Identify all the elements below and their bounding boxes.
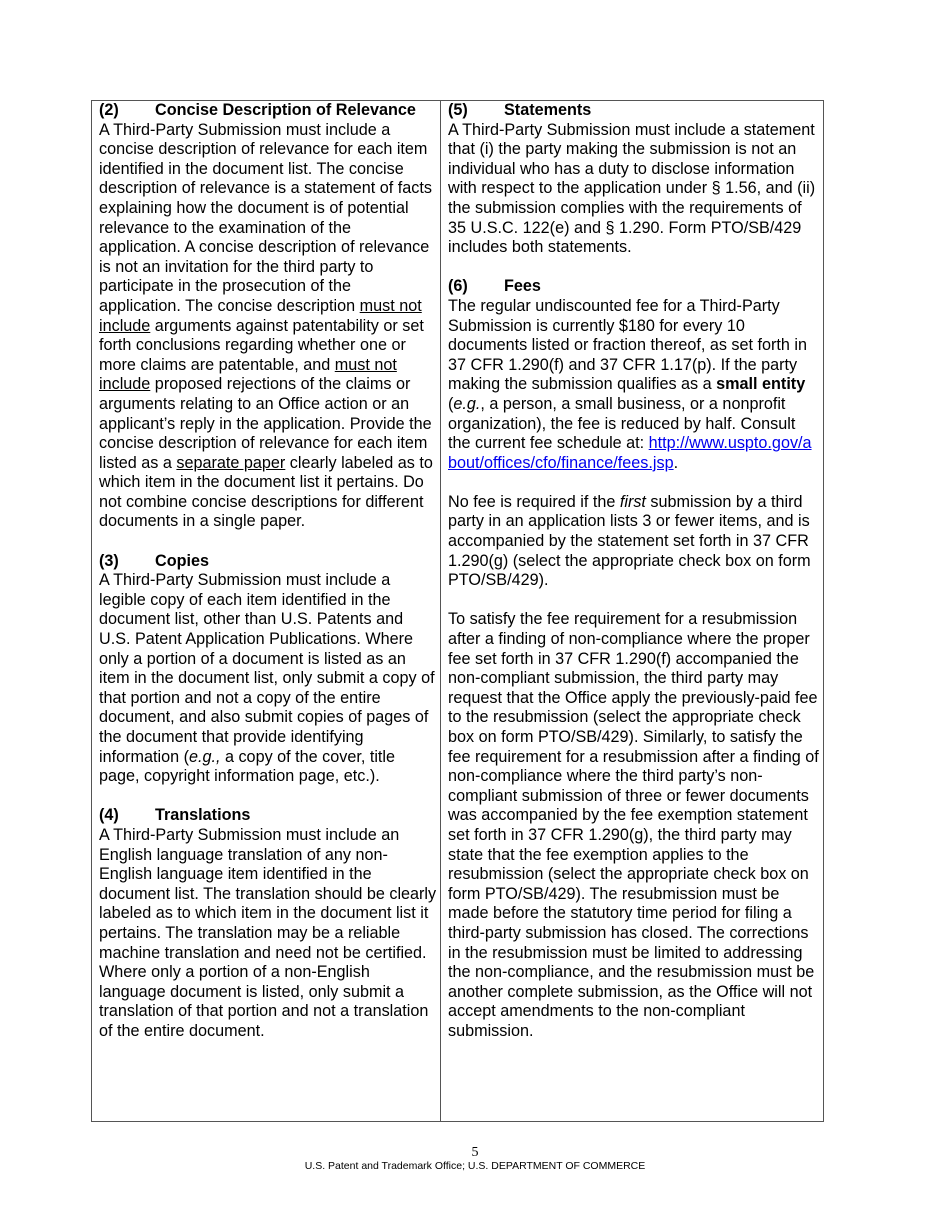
- section-heading: (4) Translations: [99, 806, 251, 825]
- emphasis-underline: separate paper: [176, 453, 286, 472]
- section-body: A Third-Party Submission must include a statement that (i) the party making the submission is not an individual who has a duty to disclose information with respect to the application under § 1.56, and (ii) the submission complies with the requirements of 35 U.S.C. 122(e) and § 1.290. Form PTO/SB/429 includes both statements.: [448, 120, 816, 257]
- section-body: The regular undiscounted fee for a Third-Party Submission is currently $180 for every 10 documents listed or fraction thereof, as set forth in 37 CFR 1.290(f) and 37 CFR 1.17(p). If the party making the submission qualifies as a small entity (e.g., a person, a small business, or a nonprofit organization), the fee is reduced by half. Consult the current fee schedule at: http://www.uspto.gov/about/offices/cfo/finance/fees.jsp.: [448, 296, 812, 472]
- section-body: A Third-Party Submission must include a concise description of relevance for each item identified in the document list. The concise description of relevance is a statement of facts explaining how the document is of potential relevance to the examination of the application. A concise description of relevance is not an invitation for the third party to participate in the prosecution of the application. The concise description must not include arguments against patentability or set forth conclusions regarding whether one or more claims are patentable, and must not include proposed rejections of the claims or arguments relating to an Office action or an applicant’s reply in the application. Provide the concise description of relevance for each item listed as a separate paper clearly labeled as to which item in the document list it pertains. Do not combine concise descriptions for different documents in a single paper.: [99, 120, 433, 531]
- fee-schedule-link[interactable]: http://www.uspto.gov/about/offices/cfo/finance/fees.jsp: [448, 434, 812, 472]
- section-heading: (2) Concise Description of Relevance: [99, 101, 416, 119]
- two-column-table: [91, 100, 824, 1122]
- section-body: A Third-Party Submission must include a legible copy of each item identified in the document list, other than U.S. Patents and U.S. Patent Application Publications. Where only a portion of a document is listed as an item in the document list, only submit a copy of that portion and not a copy of the entire document, and also submit copies of pages of the document that provide identifying information (e.g., a copy of the cover, title page, copyright information page, etc.).: [99, 571, 435, 786]
- section-statements: [448, 101, 820, 258]
- section-body: A Third-Party Submission must include an English language translation of any non-English language item identified in the document list. The translation should be clearly labeled as to which item in the document list it pertains. The translation may be a reliable machine translation and need not be certified. Where only a portion of a non-English language document is listed, only submit a translation of that portion and not a translation of the entire document.: [99, 825, 437, 1040]
- section-fees: [448, 277, 820, 1041]
- emphasis-underline: must not include: [99, 355, 397, 394]
- section-heading: (6) Fees: [448, 277, 541, 296]
- right-column: [448, 101, 820, 1042]
- page-footer: U.S. Patent and Trademark Office; U.S. DEPARTMENT OF COMMERCE: [304, 1160, 646, 1172]
- emphasis-underline: must not include: [99, 296, 422, 335]
- column-divider: [440, 101, 441, 1121]
- section-heading: (3) Copies: [99, 551, 209, 570]
- section-body: To satisfy the fee requirement for a resubmission after a finding of non-compliance where the proper fee set forth in 37 CFR 1.290(f) accompanied the non-compliant submission, the third party may request that the Office apply the previously-paid fee to the resubmission (select the appropriate check box on form PTO/SB/429). Similarly, to satisfy the fee requirement for a resubmission after a finding of non-compliance where the third party’s non-compliant submission of three or fewer documents was accompanied by the fee exemption statement set forth in 37 CFR 1.290(g), the third party may state that the fee exemption applies to the resubmission (select the appropriate check box on form PTO/SB/429). The resubmission must be made before the statutory time period for filing a third-party submission has closed. The corrections in the resubmission must be limited to addressing the non-compliance, and the resubmission must be another complete submission, as the Office will not accept amendments to the non-compliant submission.: [448, 610, 819, 1040]
- section-heading: (5) Statements: [448, 101, 592, 119]
- section-concise-description: [99, 101, 437, 532]
- section-translations: [99, 806, 437, 1041]
- section-body: No fee is required if the first submission by a third party in an application lists 3 or fewer items, and is accompanied by the statement set forth in 37 CFR 1.290(g) (select the appropriate check box on form PTO/SB/429).: [448, 492, 811, 590]
- page-number: 5: [471, 1145, 479, 1160]
- left-column: [99, 101, 437, 1042]
- section-copies: [99, 552, 437, 787]
